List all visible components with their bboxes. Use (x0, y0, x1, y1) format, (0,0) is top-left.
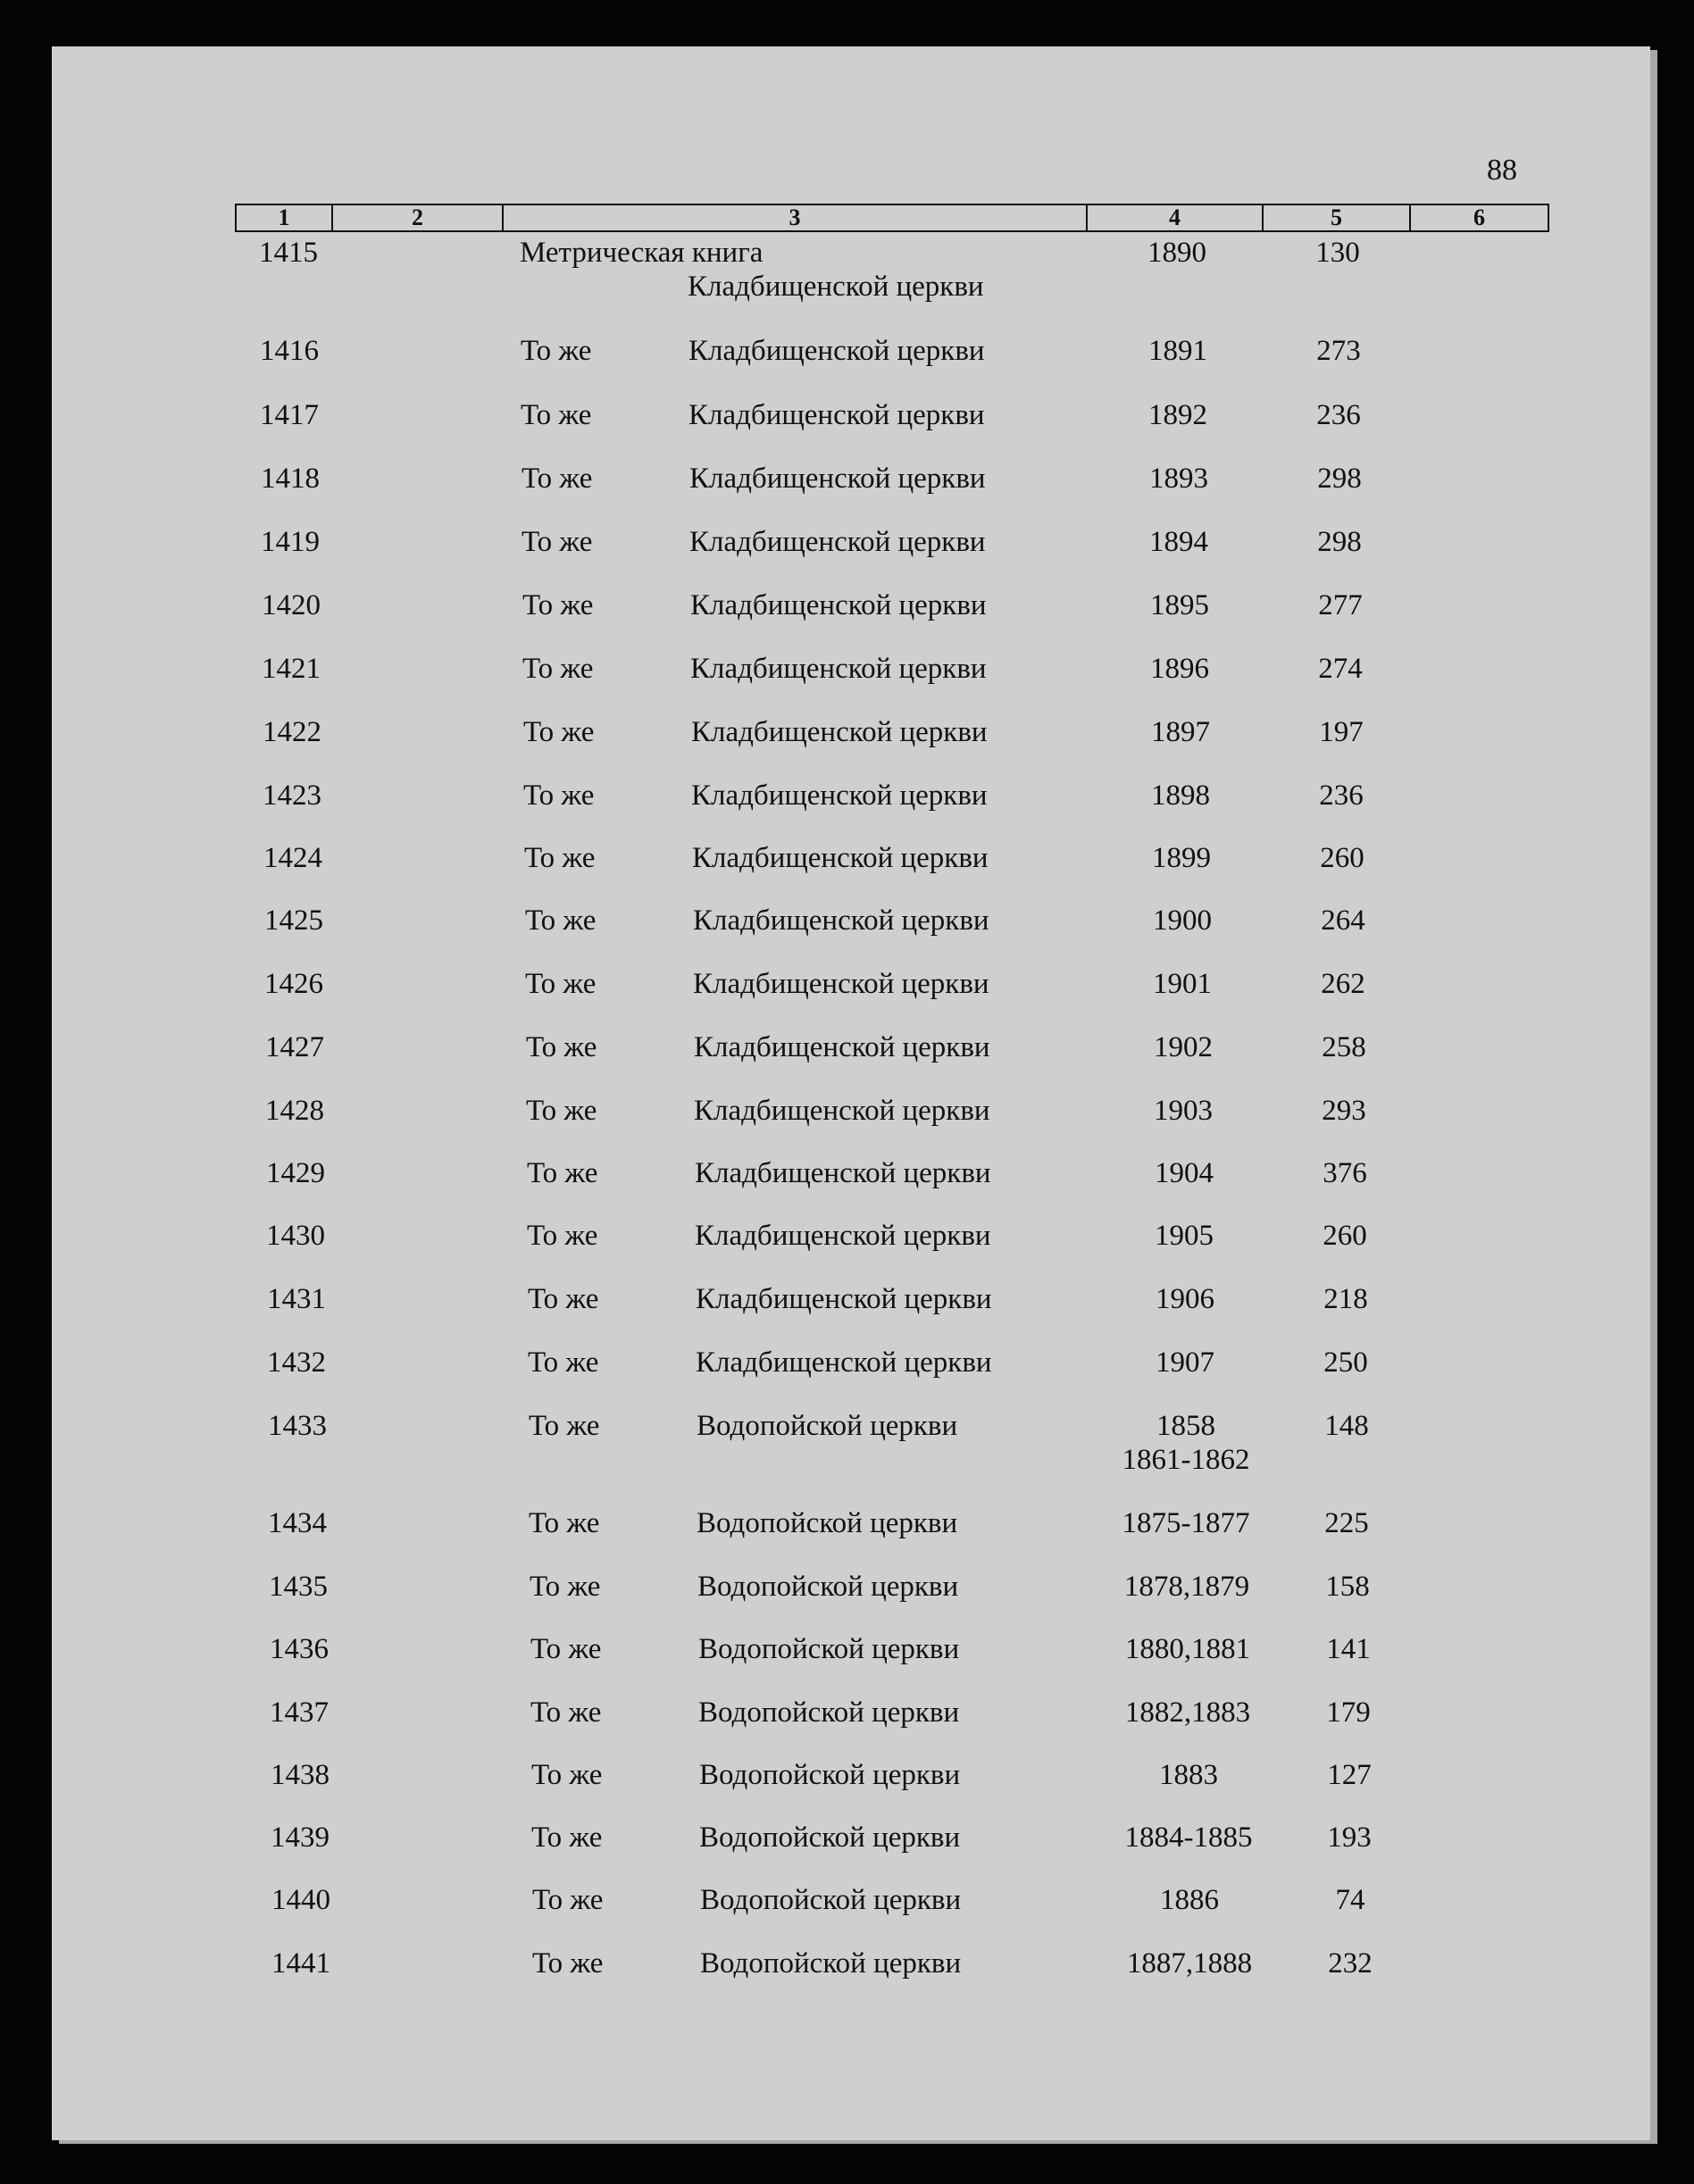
record-description: То же (527, 1220, 598, 1252)
record-description: То же (526, 1031, 597, 1063)
column-header-2: 2 (333, 205, 504, 230)
record-year: 1875-1877 (1122, 1507, 1250, 1539)
table-row (0, 1696, 1694, 1732)
table-row (0, 1821, 1694, 1857)
record-church: Кладбищенской церкви (692, 842, 989, 874)
record-year: 1891 (1148, 335, 1207, 367)
table-row (0, 1031, 1694, 1067)
record-description: То же (524, 842, 596, 874)
record-page-count: 148 (1324, 1410, 1369, 1442)
table-row (0, 1507, 1694, 1543)
record-page-count: 197 (1319, 716, 1364, 748)
record-year: 1887,1888 (1126, 1947, 1253, 1980)
record-church: Кладбищенской церкви (689, 463, 986, 495)
table-row (0, 1759, 1694, 1795)
record-church: Кладбищенской церкви (688, 335, 985, 367)
record-description: То же (522, 463, 593, 495)
record-year: 1858 (1156, 1410, 1215, 1442)
record-description: То же (526, 1095, 597, 1127)
record-church: Водопойской церкви (700, 1947, 962, 1980)
table-row (0, 653, 1694, 688)
record-description: То же (528, 1283, 599, 1315)
table-row (0, 1884, 1694, 1920)
record-page-count: 274 (1318, 653, 1363, 685)
record-page-count: 158 (1325, 1571, 1370, 1603)
column-header-3: 3 (504, 205, 1088, 230)
record-year: 1906 (1156, 1283, 1214, 1315)
record-page-count: 232 (1328, 1947, 1373, 1980)
record-number: 1417 (260, 399, 319, 431)
record-description: То же (525, 968, 597, 1000)
record-page-count: 264 (1321, 904, 1365, 937)
record-year: 1907 (1156, 1346, 1214, 1379)
column-header-5: 5 (1264, 205, 1411, 230)
record-number: 1434 (268, 1507, 327, 1539)
table-row (0, 237, 1694, 303)
table-row (0, 968, 1694, 1004)
record-church: Кладбищенской церкви (689, 526, 986, 558)
table-row (0, 335, 1694, 371)
record-year: 1894 (1149, 526, 1208, 558)
column-header-6: 6 (1473, 204, 1485, 230)
record-page-count: 141 (1326, 1633, 1371, 1665)
record-description: То же (529, 1410, 600, 1442)
table-row (0, 1346, 1694, 1382)
record-year: 1878,1879 (1123, 1571, 1250, 1603)
record-church: Водопойской церкви (697, 1507, 958, 1539)
record-description: То же (522, 653, 594, 685)
record-church: Водопойской церкви (700, 1884, 962, 1916)
record-number: 1429 (266, 1157, 325, 1189)
page-number: 88 (1487, 154, 1517, 187)
record-number: 1422 (263, 716, 321, 748)
table-row (0, 1220, 1694, 1255)
record-description: То же (532, 1884, 604, 1916)
record-page-count: 277 (1318, 589, 1363, 621)
record-church: Кладбищенской церкви (694, 1095, 990, 1127)
record-year: 1903 (1154, 1095, 1213, 1127)
record-page-count: 260 (1320, 842, 1364, 874)
record-year: 1884-1885 (1124, 1821, 1253, 1854)
table-row (0, 526, 1694, 562)
column-header-1: 1 (237, 205, 333, 230)
record-page-count: 179 (1326, 1696, 1371, 1729)
record-number: 1435 (269, 1571, 328, 1603)
record-church: Водопойской церкви (699, 1759, 961, 1791)
record-year: 1883 (1159, 1759, 1218, 1791)
record-page-count: 293 (1322, 1095, 1366, 1127)
record-description: То же (525, 904, 597, 937)
table-row (0, 399, 1694, 435)
record-year: 1896 (1150, 653, 1209, 685)
record-year: 1890 (1147, 237, 1206, 269)
record-description: То же (530, 1571, 601, 1603)
record-number: 1437 (270, 1696, 329, 1729)
record-year: 1895 (1150, 589, 1209, 621)
record-page-count: 273 (1316, 335, 1361, 367)
record-number: 1432 (267, 1346, 326, 1379)
record-number: 1418 (261, 463, 320, 495)
record-church: Водопойской церкви (698, 1696, 960, 1729)
record-number: 1430 (266, 1220, 325, 1252)
table-row (0, 842, 1694, 878)
record-year: 1899 (1152, 842, 1211, 874)
record-year: 1901 (1153, 968, 1212, 1000)
record-year: 1882,1883 (1124, 1696, 1251, 1729)
record-page-count: 236 (1316, 399, 1361, 431)
record-description: То же (531, 1821, 603, 1854)
record-page-count: 236 (1319, 779, 1364, 812)
table-row (0, 1633, 1694, 1669)
record-page-count: 376 (1323, 1157, 1367, 1189)
record-number: 1431 (267, 1283, 326, 1315)
record-year: 1897 (1151, 716, 1210, 748)
record-number: 1424 (263, 842, 322, 874)
record-description: То же (527, 1157, 598, 1189)
record-year: 1902 (1154, 1031, 1213, 1063)
record-church: Кладбищенской церкви (694, 1031, 990, 1063)
record-description: То же (529, 1507, 600, 1539)
record-year: 1905 (1155, 1220, 1214, 1252)
record-description: То же (530, 1633, 602, 1665)
record-description: То же (522, 526, 593, 558)
table-row (0, 904, 1694, 940)
record-number: 1436 (270, 1633, 329, 1665)
record-number: 1416 (260, 335, 319, 367)
table-row (0, 1283, 1694, 1319)
record-church: Кладбищенской церкви (693, 904, 989, 937)
record-page-count: 298 (1317, 526, 1362, 558)
table-row (0, 716, 1694, 752)
record-church: Водопойской церкви (697, 1410, 958, 1442)
record-page-count: 225 (1324, 1507, 1369, 1539)
record-page-count: 258 (1322, 1031, 1366, 1063)
table-row (0, 463, 1694, 498)
record-page-count: 130 (1315, 237, 1360, 269)
record-page-count: 262 (1321, 968, 1365, 1000)
record-church: Водопойской церкви (697, 1571, 959, 1603)
record-church: Кладбищенской церкви (696, 1283, 992, 1315)
record-description: То же (528, 1346, 599, 1379)
record-number: 1423 (263, 779, 321, 812)
table-row (0, 779, 1694, 815)
record-year: 1898 (1151, 779, 1210, 812)
record-number: 1427 (265, 1031, 324, 1063)
record-number: 1421 (262, 653, 321, 685)
record-year: 1892 (1148, 399, 1207, 431)
record-description: То же (522, 589, 594, 621)
table-row (0, 1571, 1694, 1606)
table-row (0, 1947, 1694, 1983)
table-row (0, 1410, 1694, 1476)
record-number: 1440 (271, 1884, 330, 1916)
record-number: 1438 (271, 1759, 330, 1791)
record-year-continued: 1861-1862 (1122, 1444, 1250, 1476)
record-number: 1439 (271, 1821, 330, 1854)
record-year: 1886 (1160, 1884, 1219, 1916)
record-church: Водопойской церкви (698, 1633, 960, 1665)
table-row (0, 1095, 1694, 1130)
column-header-4: 4 (1088, 205, 1264, 230)
record-page-count: 218 (1323, 1283, 1368, 1315)
record-number: 1419 (261, 526, 320, 558)
record-number: 1420 (262, 589, 321, 621)
record-page-count: 193 (1327, 1821, 1372, 1854)
record-year: 1900 (1153, 904, 1212, 937)
table-row (0, 1157, 1694, 1193)
record-number: 1433 (268, 1410, 327, 1442)
record-description: То же (521, 335, 592, 367)
record-number: 1415 (259, 237, 318, 269)
record-year: 1904 (1155, 1157, 1214, 1189)
record-page-count: 127 (1327, 1759, 1372, 1791)
table-row (0, 589, 1694, 625)
record-church: Кладбищенской церкви (691, 779, 988, 812)
record-year: 1893 (1149, 463, 1208, 495)
record-number: 1441 (271, 1947, 330, 1980)
record-year: 1880,1881 (1124, 1633, 1251, 1665)
record-description: То же (530, 1696, 602, 1729)
record-church: Кладбищенской церкви (693, 968, 989, 1000)
record-church: Водопойской церкви (699, 1821, 961, 1854)
record-description: То же (523, 779, 595, 812)
record-description: Метрическая книга (520, 237, 764, 269)
record-number: 1428 (265, 1095, 324, 1127)
record-number: 1425 (264, 904, 323, 937)
record-page-count: 298 (1317, 463, 1362, 495)
record-page-count: 74 (1335, 1884, 1365, 1916)
record-description: То же (521, 399, 592, 431)
record-church: Кладбищенской церкви (695, 1220, 991, 1252)
record-church: Кладбищенской церкви (688, 271, 984, 303)
record-church: Кладбищенской церкви (696, 1346, 992, 1379)
record-description: То же (523, 716, 595, 748)
record-church: Кладбищенской церкви (688, 399, 985, 431)
record-number: 1426 (264, 968, 323, 1000)
record-description: То же (532, 1947, 604, 1980)
record-church: Кладбищенской церкви (690, 589, 987, 621)
record-church: Кладбищенской церкви (690, 653, 987, 685)
record-page-count: 250 (1323, 1346, 1368, 1379)
record-description: То же (531, 1759, 603, 1791)
record-page-count: 260 (1323, 1220, 1367, 1252)
record-church: Кладбищенской церкви (691, 716, 988, 748)
record-church: Кладбищенской церкви (695, 1157, 991, 1189)
